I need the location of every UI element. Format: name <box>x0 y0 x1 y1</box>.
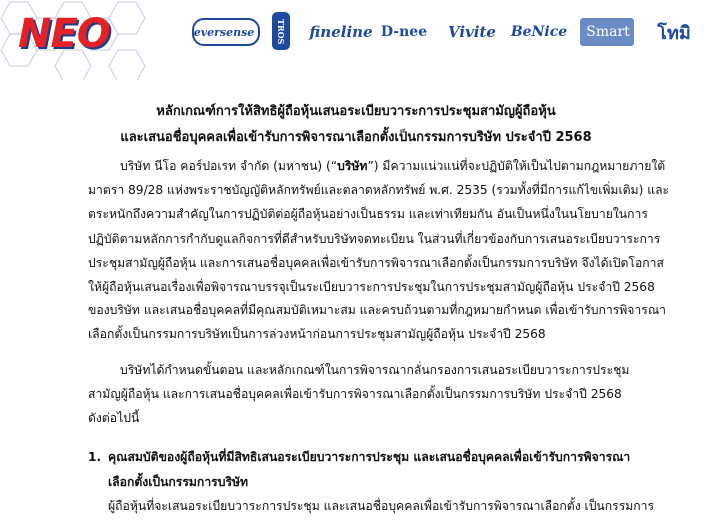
document-title-line-2: และเสนอชื่อบุคคลเพื่อเข้ารับการพิจารณาเลือกตั้งเป็นกรรมการบริษัท ประจำปี 2568 <box>120 130 592 145</box>
benice-logo: BeNice <box>510 24 568 40</box>
brand-logo-strip <box>190 12 702 52</box>
paragraph-1-line-3: ตระหนักถึงความสำคัญในการปฏิบัติต่อผู้ถือหุ้นอย่างเป็นธรรม และเท่าเทียมกัน อันเป็นหนึ่งในนโยบายในการ <box>88 207 648 221</box>
section-1-body-line-1: ผู้ถือหุ้นที่จะเสนอระเบียบวาระการประชุม และเสนอชื่อบุคคลเพื่อเข้ารับการพิจารณาเลือกตั้ง เป็นกรรมการ <box>108 499 655 513</box>
section-1-heading-line-1: คุณสมบัติของผู้ถือหุ้นที่มีสิทธิเสนอระเบียบวาระการประชุม และเสนอชื่อบุคคลเพื่อเข้ารับการพิจารณา <box>108 450 631 464</box>
paragraph-1-line-5: ประชุมสามัญผู้ถือหุ้น และการเสนอชื่อบุคคลเพื่อเข้ารับการพิจารณาเลือกตั้งเป็นกรรมการบริษัท จึงได้เปิดโอกาส <box>88 256 664 270</box>
paragraph-2-line-2: สามัญผู้ถือหุ้น และการเสนอชื่อบุคคลเพื่อเข้ารับการพิจารณาเลือกตั้งเป็นกรรมการบริษัท ประจำปี 2568 <box>88 387 622 401</box>
letterhead <box>0 0 712 80</box>
tawin-logo: โทมิ <box>657 22 691 44</box>
paragraph-1-line-6: ให้ผู้ถือหุ้นเสนอเรื่องเพื่อพิจารณาบรรจุเป็นระเบียบวาระการประชุมในการประชุมสามัญผู้ถือหุ้น ประจำปี 2568 <box>88 280 655 294</box>
paragraph-1-line-1: บริษัท นีโอ คอร์ปอเรท จำกัด (มหาชน) (“บริษัท”) มีความแน่วแน่ที่จะปฏิบัติให้เป็นไปตามกฎหมายภายใต้ <box>120 159 666 173</box>
eversense-logo: eversense <box>190 12 258 52</box>
section-1-heading-line-2: เลือกตั้งเป็นกรรมการบริษัท <box>108 475 249 489</box>
vivite-logo: Vivite <box>448 23 496 41</box>
document-title-line-1: หลักเกณฑ์การให้สิทธิผู้ถือหุ้นเสนอระเบียบวาระการประชุมสามัญผู้ถือหุ้น <box>156 104 556 119</box>
section-1-number: 1. <box>88 450 102 464</box>
paragraph-1-line-8: เลือกตั้งเป็นกรรมการบริษัทเป็นการล่วงหน้าก่อนการประชุมสามัญผู้ถือหุ้น ประจำปี 2568 <box>88 327 546 341</box>
smart-logo: Smart <box>580 12 636 52</box>
paragraph-1-line-2: มาตรา 89/28 แห่งพระราชบัญญัติหลักทรัพย์และตลาดหลักทรัพย์ พ.ศ. 2535 (รวมทั้งที่มีการแก้ไขเพิ่มเติม) และ <box>88 183 670 197</box>
paragraph-2-line-1: บริษัทได้กำหนดขั้นตอน และหลักเกณฑ์ในการพิจารณากลั่นกรองการเสนอระเบียบวาระการประชุม <box>120 363 630 377</box>
paragraph-1-line-7: ของบริษัท และเสนอชื่อบุคคลที่มีคุณสมบัติเหมาะสม และครบถ้วนตามที่กฎหมายกำหนด เพื่อเข้ารับการพิจารณา <box>88 303 666 317</box>
paragraph-1-line-4: ปฏิบัติตามหลักการกำกับดูแลกิจการที่ดีสำหรับบริษัทจดทะเบียน ในส่วนที่เกี่ยวข้องกับการเสนอระเบียบวาระการ <box>88 232 661 246</box>
dnee-logo: D-nee <box>380 24 428 40</box>
paragraph-2-line-3: ดังต่อไปนี้ <box>88 411 140 425</box>
fineline-logo: fineline <box>309 23 373 41</box>
neo-logo: NEO <box>18 11 110 57</box>
tros-logo: TROS <box>268 12 294 52</box>
